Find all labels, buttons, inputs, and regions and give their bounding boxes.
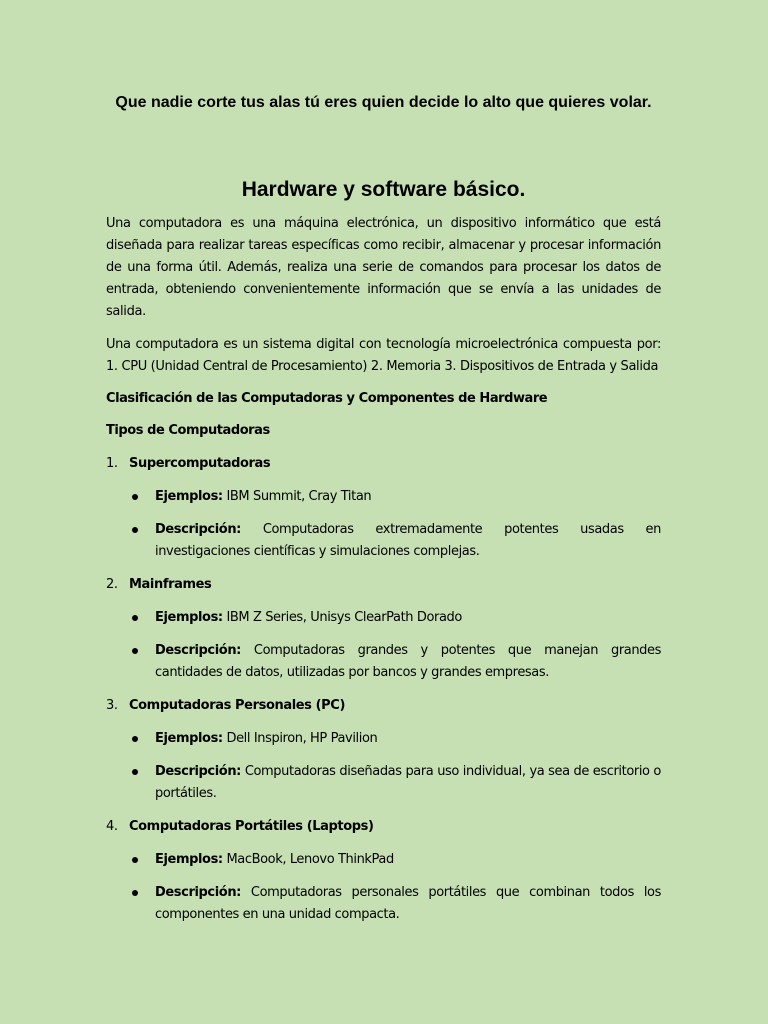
- bullet-icon: [132, 615, 138, 621]
- bullet-examples: [106, 486, 661, 508]
- bullet-icon: [132, 494, 138, 500]
- description-label: Descripción:: [155, 522, 241, 537]
- item-number: 4.: [106, 819, 118, 834]
- list-item: [106, 816, 661, 838]
- intro-paragraph: Una computadora es una máquina electrónica, un dispositivo informático que está diseñada para realizar tareas específicas como recibir, almacenar y procesar información de una forma útil. Además, realiza una serie de comandos para procesar los datos de entrada, obteniendo convenientemente información que se envía a las unidades de salida.: [106, 216, 661, 319]
- examples-text: MacBook, Lenovo ThinkPad: [226, 852, 394, 867]
- description-text: Computadoras extremadamente potentes usadas en investigaciones científicas y simulaciones complejas.: [155, 522, 661, 559]
- subheading: Tipos de Computadoras: [106, 423, 270, 438]
- bullet-examples: [106, 728, 661, 750]
- examples-text: Dell Inspiron, HP Pavilion: [226, 731, 378, 746]
- description-label: Descripción:: [155, 643, 241, 658]
- description-label: Descripción:: [155, 764, 241, 779]
- examples-text: IBM Z Series, Unisys ClearPath Dorado: [226, 610, 462, 625]
- bullet-icon: [132, 857, 138, 863]
- item-number: 2.: [106, 577, 118, 592]
- item-number: 3.: [106, 698, 118, 713]
- bullet-icon: [132, 890, 138, 896]
- list-item: [106, 695, 661, 717]
- bullet-description: [106, 640, 661, 684]
- examples-text: IBM Summit, Cray Titan: [226, 489, 372, 504]
- description-text: Computadoras grandes y potentes que manejan grandes cantidades de datos, utilizadas por bancos y grandes empresas.: [155, 643, 661, 680]
- description-label: Descripción:: [155, 885, 241, 900]
- description-text: Computadoras personales portátiles que combinan todos los componentes en una unidad compacta.: [155, 885, 661, 922]
- bullet-description: [106, 761, 661, 805]
- examples-label: Ejemplos:: [155, 489, 223, 504]
- examples-label: Ejemplos:: [155, 731, 223, 746]
- item-name: Computadoras Personales (PC): [129, 698, 345, 713]
- item-name: Supercomputadoras: [129, 456, 271, 471]
- list-item: [106, 574, 661, 596]
- bullet-examples: [106, 607, 661, 629]
- list-item: [106, 453, 661, 475]
- examples-label: Ejemplos:: [155, 610, 223, 625]
- bullet-icon: [132, 527, 138, 533]
- bullet-icon: [132, 769, 138, 775]
- bullet-examples: [106, 849, 661, 871]
- item-name: Mainframes: [129, 577, 212, 592]
- bullet-icon: [132, 736, 138, 742]
- bullet-description: [106, 519, 661, 563]
- document-page: [106, 91, 661, 926]
- page-title: Hardware y software básico.: [241, 178, 526, 201]
- examples-label: Ejemplos:: [155, 852, 223, 867]
- bullet-description: [106, 882, 661, 926]
- item-name: Computadoras Portátiles (Laptops): [129, 819, 374, 834]
- bullet-icon: [132, 648, 138, 654]
- quote: Que nadie corte tus alas tú eres quien decide lo alto que quieres volar.: [115, 94, 652, 111]
- composition-paragraph: Una computadora es un sistema digital con tecnología microelectrónica compuesta por: 1. CPU (Unidad Central de Procesamiento) 2. Memoria 3. Dispositivos de Entrada y Salida: [106, 337, 661, 374]
- description-text: Computadoras diseñadas para uso individual, ya sea de escritorio o portátiles.: [155, 764, 661, 801]
- item-number: 1.: [106, 456, 118, 471]
- section-heading: Clasificación de las Computadoras y Componentes de Hardware: [106, 391, 548, 406]
